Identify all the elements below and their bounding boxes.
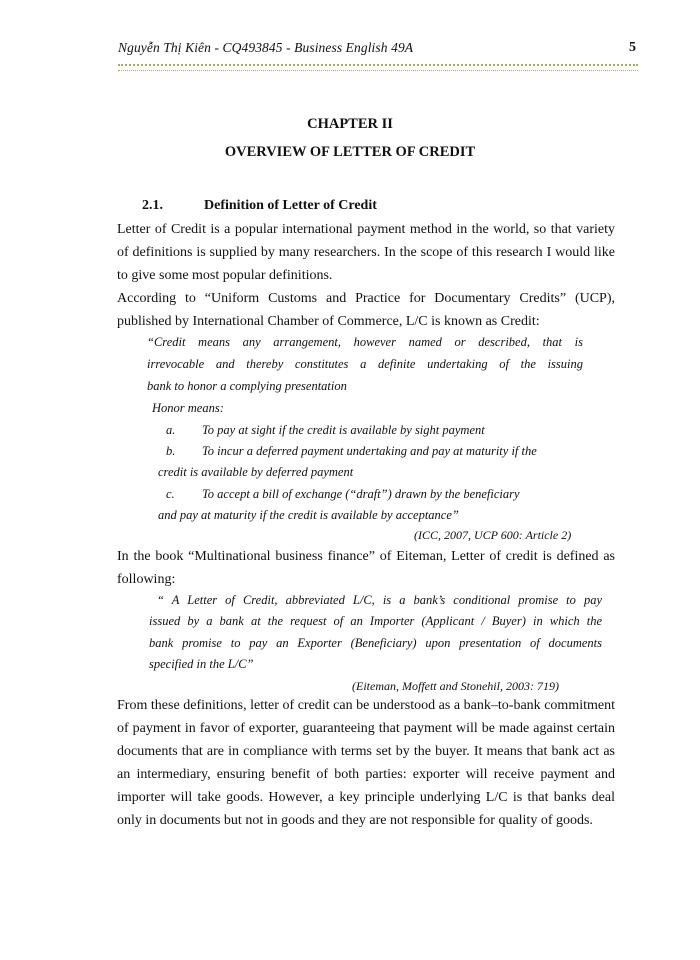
chapter-label: CHAPTER II <box>307 116 393 132</box>
header-text: Nguyễn Thị Kiên - CQ493845 - Business English 49A <box>118 40 414 55</box>
section-heading <box>142 198 377 214</box>
list-marker: a. <box>166 423 176 437</box>
section-title: Definition of Letter of Credit <box>204 198 377 213</box>
honor-means-label: Honor means: <box>152 401 224 415</box>
list-item-continuation: and pay at maturity if the credit is available by acceptance” <box>158 508 459 522</box>
list-item <box>166 444 537 459</box>
page-header <box>118 40 638 62</box>
eiteman-quote-line: bank promise to pay an Exporter (Beneficiary) upon presentation of documents <box>149 636 602 650</box>
page-number: 5 <box>629 40 636 55</box>
list-item <box>166 423 485 438</box>
list-item-text: To incur a deferred payment undertaking and pay at maturity if the <box>202 444 537 458</box>
list-item <box>166 487 520 502</box>
list-item-text: To accept a bill of exchange (“draft”) drawn by the beneficiary <box>202 487 520 501</box>
chapter-title: OVERVIEW OF LETTER OF CREDIT <box>224 144 476 160</box>
eiteman-quote-line: “ A Letter of Credit, abbreviated L/C, is a bank’s conditional promise to pay <box>157 593 602 607</box>
ucp-quote-line: “Credit means any arrangement, however named or described, that is <box>147 335 583 349</box>
eiteman-quote-line: issued by a bank at the request of an Importer (Applicant / Buyer) in which the <box>149 614 602 628</box>
conclusion-paragraph: From these definitions, letter of credit can be understood as a bank–to-bank commitment of payment in favor of exporter, guaranteeing that payment will be made against certain documents that are in compliance with terms set by the buyer. It means that bank act as an intermediary, ensuring benefit of both parties: exporter will receive payment and importer will take goods. However, a key principle underlying L/C is that banks deal only in documents but not in goods and they are not responsible for quality of goods. <box>117 698 615 828</box>
eiteman-quote-line: specified in the L/C” <box>149 657 254 671</box>
eiteman-intro-paragraph: In the book “Multinational business finance” of Eiteman, Letter of credit is defined as following: <box>117 549 615 587</box>
ucp-intro-paragraph: According to “Uniform Customs and Practice for Documentary Credits” (UCP), published by International Chamber of Commerce, L/C is known as Credit: <box>117 291 615 329</box>
ucp-quote-line: irrevocable and thereby constitutes a definite undertaking of the issuing <box>147 357 583 371</box>
eiteman-citation: (Eiteman, Moffett and Stonehil, 2003: 719) <box>352 679 559 693</box>
ucp-quote-line: bank to honor a complying presentation <box>147 379 347 393</box>
list-item-text: To pay at sight if the credit is available by sight payment <box>202 423 485 437</box>
intro-paragraph: Letter of Credit is a popular international payment method in the world, so that variety of definitions is supplied by many researchers. In the scope of this research I would like to give some most popular definitions. <box>117 222 615 283</box>
list-marker: b. <box>166 444 176 458</box>
section-number: 2.1. <box>142 198 163 213</box>
ucp-citation: (ICC, 2007, UCP 600: Article 2) <box>414 528 572 542</box>
list-marker: c. <box>166 487 175 501</box>
list-item-continuation: credit is available by deferred payment <box>158 465 354 479</box>
header-rule <box>118 64 638 71</box>
